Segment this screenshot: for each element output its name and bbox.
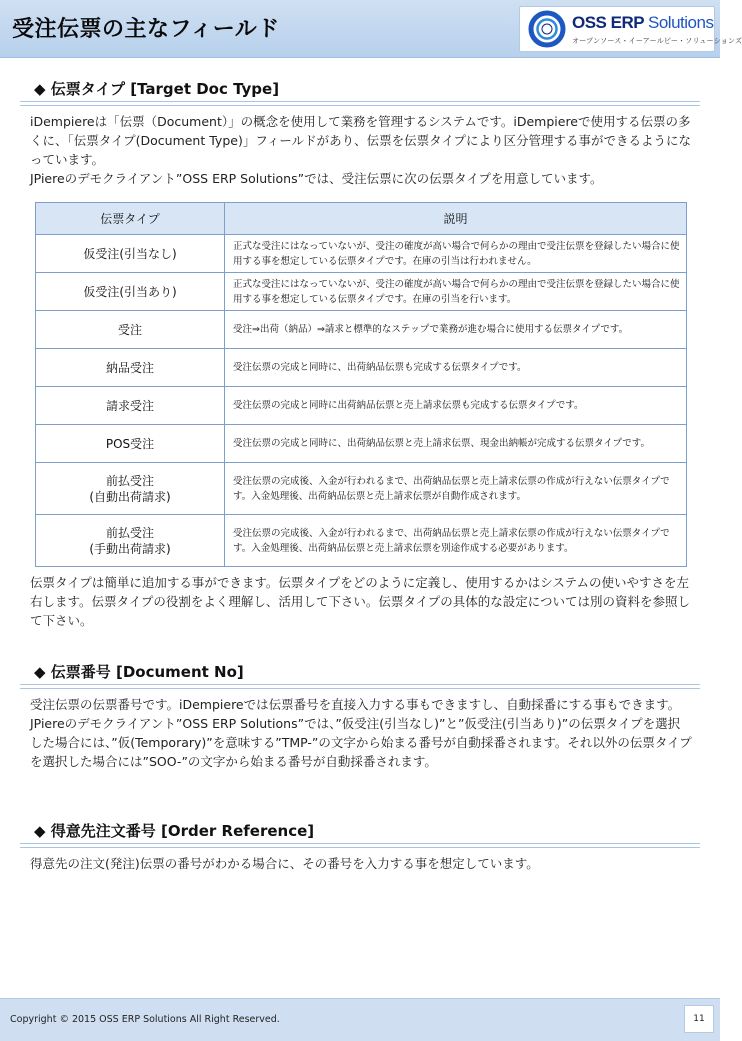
doc-no-body: [30, 695, 692, 771]
doc-type-cell: 前払受注 (手動出荷請求): [36, 515, 225, 567]
table-header-row: [36, 203, 687, 235]
doc-type-cell: 受注: [36, 311, 225, 349]
logo-tagline: オープンソース・イーアールピー・ソリューションズ: [572, 37, 742, 45]
table-row: [36, 387, 687, 425]
intro-paragraph: JPiereのデモクライアント”OSS ERP Solutions”では、受注伝票に次の伝票タイプを用意しています。: [30, 171, 603, 186]
doc-type-cell: 仮受注(引当あり): [36, 273, 225, 311]
table-row: [36, 235, 687, 273]
section-divider: [20, 843, 700, 848]
table-row: [36, 515, 687, 567]
doc-type-intro: [30, 112, 692, 188]
order-ref-paragraph: 得意先の注文(発注)伝票の番号がわかる場合に、その番号を入力する事を想定しています。: [30, 856, 539, 871]
section-divider: [20, 684, 700, 689]
table-row: [36, 311, 687, 349]
copyright-text: Copyright © 2015 OSS ERP Solutions All Right Reserved.: [10, 1014, 280, 1025]
logo-wordmark: OSS ERP Solutions: [572, 13, 714, 32]
doc-desc-cell: 受注伝票の完成と同時に、出荷納品伝票も完成する伝票タイプです。: [225, 349, 687, 387]
page-title: 受注伝票の主なフィールド: [12, 17, 280, 42]
table-row: [36, 425, 687, 463]
order-ref-body: [30, 854, 692, 873]
doc-type-cell: POS受注: [36, 425, 225, 463]
section-title-order-ref: ◆ 得意先注文番号 [Order Reference]: [34, 822, 315, 840]
page-footer: [0, 998, 720, 1041]
doc-type-table: [35, 202, 687, 567]
page-header: [0, 0, 742, 58]
section-divider: [20, 101, 700, 106]
doc-desc-cell: 受注伝票の完成後、入金が行われるまで、出荷納品伝票と売上請求伝票の作成が行えない伝票タイプです。入金処理後、出荷納品伝票と売上請求伝票を別途作成する必要があります。: [225, 515, 687, 567]
company-logo: [519, 6, 742, 52]
table-row: [36, 463, 687, 515]
column-header-desc: 説明: [225, 203, 687, 235]
table-row: [36, 349, 687, 387]
doc-desc-cell: 受注⇒出荷（納品）⇒請求と標準的なステップで業務が進む場合に使用する伝票タイプです。: [225, 311, 687, 349]
intro-paragraph: iDempiereは「伝票（Document）」の概念を使用して業務を管理するシステムです。iDempiereで使用する伝票の多くに、「伝票タイプ(Document Type)」フィールドがあり、伝票を伝票タイプにより区分管理する事ができるようになっています。: [30, 114, 691, 167]
doc-type-outro: [30, 573, 692, 630]
doc-desc-cell: 正式な受注にはなっていないが、受注の確度が高い場合で何らかの理由で受注伝票を登録したい場合に使用する事を想定している伝票タイプです。在庫の引当を行います。: [225, 273, 687, 311]
outro-paragraph: 伝票タイプは簡単に追加する事ができます。伝票タイプをどのように定義し、使用するかはシステムの使いやすさを左右します。伝票タイプの役割をよく理解し、活用して下さい。伝票タイプの具体的な設定については別の資料を参照して下さい。: [30, 575, 691, 628]
doc-desc-cell: 受注伝票の完成と同時に、出荷納品伝票と売上請求伝票、現金出納帳が完成する伝票タイプです。: [225, 425, 687, 463]
doc-no-paragraph: 受注伝票の伝票番号です。iDempiereでは伝票番号を直接入力する事もできますし、自動採番にする事もできます。: [30, 697, 681, 712]
doc-desc-cell: 受注伝票の完成後、入金が行われるまで、出荷納品伝票と売上請求伝票の作成が行えない伝票タイプです。入金処理後、出荷納品伝票と売上請求伝票が自動作成されます。: [225, 463, 687, 515]
column-header-type: 伝票タイプ: [36, 203, 225, 235]
doc-desc-cell: 正式な受注にはなっていないが、受注の確度が高い場合で何らかの理由で受注伝票を登録したい場合に使用する事を想定している伝票タイプです。在庫の引当は行われません。: [225, 235, 687, 273]
doc-type-cell: 請求受注: [36, 387, 225, 425]
section-title-doc-type: ◆ 伝票タイプ [Target Doc Type]: [34, 80, 280, 98]
doc-type-cell: 納品受注: [36, 349, 225, 387]
page-number: 11: [684, 1005, 714, 1033]
doc-type-cell: 前払受注 (自動出荷請求): [36, 463, 225, 515]
doc-no-paragraph: JPiereのデモクライアント”OSS ERP Solutions”では、”仮受注(引当なし)”と”仮受注(引当あり)”の伝票タイプを選択した場合には、”仮(Temporary)”を意味する”TMP-”の文字から始まる番号が自動採番されます。それ以外の伝票タイプを選択した場合には”SOO-”の文字から始まる番号が自動採番されます。: [30, 716, 692, 769]
doc-desc-cell: 受注伝票の完成と同時に出荷納品伝票と売上請求伝票も完成する伝票タイプです。: [225, 387, 687, 425]
section-title-doc-no: ◆ 伝票番号 [Document No]: [34, 663, 244, 681]
table-row: [36, 273, 687, 311]
doc-type-cell: 仮受注(引当なし): [36, 235, 225, 273]
logo-ring-icon: [528, 10, 566, 48]
